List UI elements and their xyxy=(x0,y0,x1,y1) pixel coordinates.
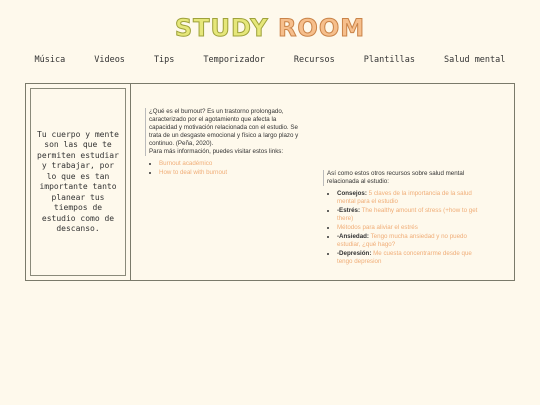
left-quote-text: Tu cuerpo y mente son las que te permiten estudiar y trabajar, por lo que es tan importante tanto planear tus tiempos de estudio como de descanso. xyxy=(37,129,119,233)
link-ansiedad[interactable]: Tengo mucha ansiedad y no puedo estudiar, ¿qué hago? xyxy=(337,233,467,248)
list-item xyxy=(337,190,485,206)
list-item xyxy=(159,160,305,168)
content-frame xyxy=(25,83,515,281)
item-label: -Estrés: xyxy=(337,207,361,214)
nav-temporizador[interactable]: Temporizador xyxy=(203,55,265,65)
item-label: -Ansiedad: xyxy=(337,233,369,240)
nav-recursos[interactable]: Recursos xyxy=(293,55,335,65)
list-item xyxy=(159,169,305,177)
link-metodos-estres[interactable]: Métodos para aliviar el estrés xyxy=(337,224,418,231)
main-nav xyxy=(0,55,540,65)
nav-musica[interactable]: Música xyxy=(34,55,66,65)
link-burnout-academico[interactable]: Burnout académico xyxy=(159,160,213,167)
left-quote-box xyxy=(30,88,126,276)
link-estres[interactable]: The healthy amount of stress (+how to get there) xyxy=(337,207,478,222)
resources-intro: Así como estos otros recursos sobre salud mental relacionada al estudio: xyxy=(323,170,485,186)
logo-word-room: ROOM xyxy=(277,14,366,42)
burnout-intro: ¿Qué es el burnout? Es un trastorno prolongado, caracterizado por el agotamiento que afecta la capacidad y motivación relacionada con el estudio. Se trata de un desgaste emocional y físico a largo plazo y continuo. (Peña, 2020). xyxy=(149,108,299,147)
burnout-column xyxy=(145,108,305,178)
item-label: -Depresión: xyxy=(337,250,372,257)
link-depresion[interactable]: Me cuesta concentrarme desde que tengo depresion xyxy=(337,250,472,265)
resources-list xyxy=(323,190,485,266)
list-item xyxy=(337,250,485,266)
site-logo[interactable] xyxy=(0,14,540,42)
list-item xyxy=(337,233,485,249)
burnout-more: Para más información, puedes visitar estos links: xyxy=(149,148,284,155)
burnout-links xyxy=(145,160,305,177)
logo-word-study: STUDY xyxy=(174,14,269,42)
list-item xyxy=(337,224,485,232)
nav-plantillas[interactable]: Plantillas xyxy=(363,55,415,65)
right-panel xyxy=(131,84,514,280)
nav-tips[interactable]: Tips xyxy=(153,55,175,65)
link-deal-with-burnout[interactable]: How to deal with burnout xyxy=(159,169,228,176)
link-consejos[interactable]: 5 claves de la importancia de la salud mental para el estudio xyxy=(337,190,472,205)
item-label: Consejos: xyxy=(337,190,367,197)
nav-salud-mental[interactable]: Salud mental xyxy=(443,55,506,65)
left-panel xyxy=(26,84,131,280)
list-item xyxy=(337,207,485,223)
nav-videos[interactable]: Videos xyxy=(94,55,125,65)
resources-column xyxy=(323,170,485,267)
burnout-text xyxy=(145,108,305,156)
